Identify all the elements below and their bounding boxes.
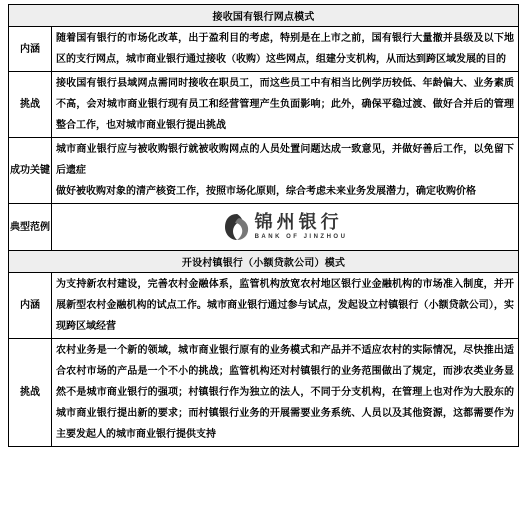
section1-content-text: 随着国有银行的市场化改革，出于盈利目的考虑，特别是在上市之前，国有银行大量撤并县级及以下地区的支行网点，城市商业银行通过接收（收购）这些网点，组建分支机构，从而达到跨区域发展的目的: [52, 27, 519, 72]
section2-title: 开设村镇银行（小额贷款公司）模式: [9, 251, 519, 273]
section2-content-row: [9, 273, 519, 339]
section1-key-label: 成功关键: [9, 138, 52, 204]
section1-content-label: 内涵: [9, 27, 52, 72]
logo-chinese-name: 锦州银行: [254, 212, 343, 233]
section1-example-label: 典型范例: [9, 204, 52, 251]
section1-content-row: [9, 27, 519, 72]
section1-key-paragraph-1: 城市商业银行应与被收购银行就被收购网点的人员处置问题达成一致意见，并做好善后工作，以免留下后遗症: [56, 144, 514, 176]
section1-header-row: [9, 5, 519, 27]
section1-challenge-row: [9, 72, 519, 138]
bank-logo: [56, 205, 514, 249]
section2-challenge-text: 农村业务是一个新的领域，城市商业银行原有的业务模式和产品并不适应农村的实际情况，尽快推出适合农村市场的产品是一个不小的挑战；监管机构还对村镇银行的业务范围做出了规定，而涉农类业务显然不是城市商业银行的强项；村镇银行作为独立的法人，不同于分支机构，在管理上也对作为大股东的城市商业银行提出新的要求；而村镇银行业务的开展需要业务系统、人员以及其他资源，这都需要作为主要发起人的城市商业银行提供支持: [52, 339, 519, 447]
bank-of-jinzhou-logo-icon: [223, 212, 251, 242]
section1-challenge-text: 接收国有银行县域网点需同时接收在职员工，而这些员工中有相当比例学历较低、年龄偏大、业务素质不高，会对城市商业银行现有员工和经营管理产生负面影响；此外，确保平稳过渡、做好合并后的管理整合工作，也对城市商业银行提出挑战: [52, 72, 519, 138]
section1-key-paragraph-2: 做好被收购对象的清产核资工作，按照市场化原则，综合考虑未来业务发展潜力，确定收购价格: [56, 186, 476, 197]
section1-challenge-label: 挑战: [9, 72, 52, 138]
section2-content-label: 内涵: [9, 273, 52, 339]
section1-example-cell: [52, 204, 519, 251]
logo-english-name: BANK OF JINZHOU: [254, 234, 348, 240]
section2-challenge-label: 挑战: [9, 339, 52, 447]
comparison-table: [8, 4, 519, 447]
section1-title: 接收国有银行网点模式: [9, 5, 519, 27]
section1-example-row: [9, 204, 519, 251]
section2-content-text: 为支持新农村建设，完善农村金融体系，监管机构放宽农村地区银行业金融机构的市场准入制度，并开展新型农村金融机构的试点工作。城市商业银行通过参与试点，发起设立村镇银行（小额贷款公司），实现跨区域经营: [52, 273, 519, 339]
section2-header-row: [9, 251, 519, 273]
section2-challenge-row: [9, 339, 519, 447]
section1-key-text: [52, 138, 519, 204]
section1-key-row: [9, 138, 519, 204]
